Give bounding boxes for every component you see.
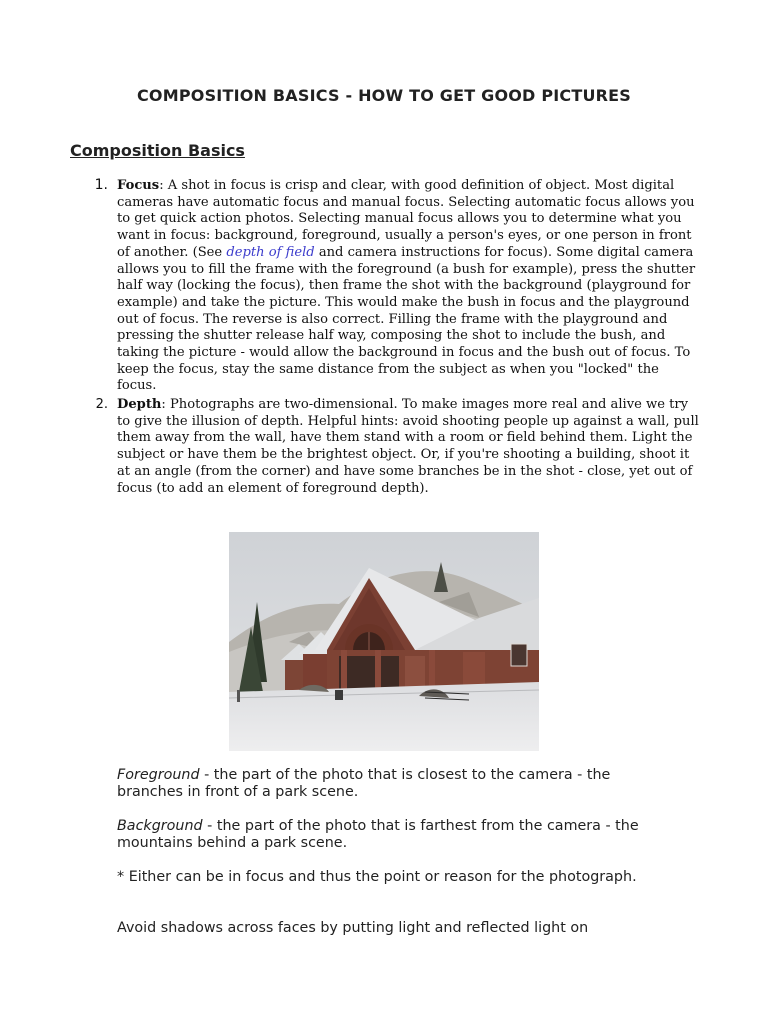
list-item-depth [70, 397, 710, 497]
section-heading: Composition Basics [70, 141, 245, 160]
note-background [117, 818, 662, 852]
list-item-body [117, 397, 700, 497]
term-focus: Focus [117, 178, 160, 193]
list-item-body [117, 178, 700, 395]
list-item-focus [70, 178, 710, 395]
building-photo [229, 532, 539, 751]
list-number: 1. [94, 177, 108, 193]
depth-of-field-link[interactable]: depth of field [226, 244, 315, 260]
note-foreground [117, 767, 662, 801]
depth-text: Photographs are two-dimensional. To make images more real and alive we try to give the illusion of depth. Helpful hints: avoid shooting people up against a wall, pull them away from the wall, have them stand with a room or field behind them. Light the subject or have them be the brightest object. Or, if you're shooting a building, shoot it at an angle (from the corner) and have some branches be in the shot - close, yet out of focus (to add an element of foreground depth). [117, 397, 699, 496]
note-background-text: - the part of the photo that is farthest from the camera - the mountains behind a park scene. [117, 818, 639, 851]
note-either: * Either can be in focus and thus the point or reason for the photograph. [117, 869, 637, 885]
note-foreground-text: - the part of the photo that is closest to the camera - the branches in front of a park scene. [117, 767, 611, 800]
term-depth: Depth [117, 397, 162, 412]
focus-text-before-link: A shot in focus is crisp and clear, with good definition of object. Most digital cameras have automatic focus and manual focus. Selecting automatic focus allows you to get quick action photos. Selecting manual focus allows you to determine what you want in focus: background, foreground, usually a person's eyes, or one person in front of another. (See [117, 178, 695, 260]
note-foreground-term: Foreground [117, 767, 200, 783]
note-background-term: Background [117, 818, 203, 834]
page-title: COMPOSITION BASICS - HOW TO GET GOOD PICTURES [136, 86, 632, 105]
note-avoid-shadows: Avoid shadows across faces by putting light and reflected light on [117, 920, 589, 936]
term-separator: : [161, 397, 170, 412]
term-separator: : [159, 178, 168, 193]
list-number: 2. [95, 397, 108, 412]
focus-text-after-link: and camera instructions for focus). Some digital camera allows you to fill the frame with the foreground (a bush for example), press the shutter half way (locking the focus), then frame the shot with the background (playground for example) and take the picture. This would make the bush in focus and the playground out of focus. The reverse is also correct. Filling the frame with the playground and pressing the shutter release half way, composing the shot to include the bush, and taking the picture - would allow the background in focus and the bush out of focus. To keep the focus, stay the same distance from the subject as when you "locked" the focus. [117, 244, 696, 394]
